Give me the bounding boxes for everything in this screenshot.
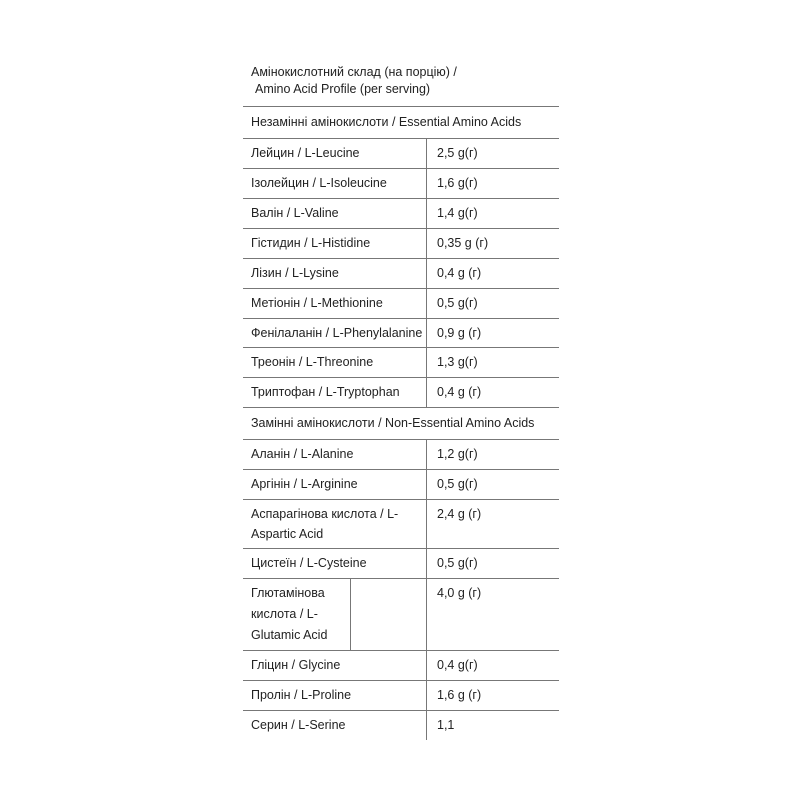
essential-section-header: Незамінні амінокислоти / Essential Amino Acids — [243, 107, 559, 139]
amino-value: 1,6 g(г) — [437, 176, 478, 190]
table-title — [243, 60, 559, 107]
amino-name: Треонін / L-Threonine — [243, 348, 427, 377]
amino-name: Метіонін / L-Methionine — [243, 289, 427, 318]
table-row — [243, 651, 559, 681]
amino-value: 4,0 g (г) — [437, 586, 482, 600]
amino-value: 0,4 g (г) — [437, 385, 482, 399]
amino-name: Пролін / L-Proline — [243, 681, 427, 710]
amino-name: Валін / L-Valine — [243, 199, 427, 228]
amino-value: 0,5 g(г) — [437, 556, 478, 570]
amino-name: Лейцин / L-Leucine — [243, 139, 427, 168]
amino-name-cell — [243, 579, 427, 650]
title-line-2: Amino Acid Profile (per serving) — [255, 82, 431, 96]
table-row — [243, 549, 559, 579]
amino-name: Гістидин / L-Histidine — [243, 229, 427, 258]
table-row — [243, 681, 559, 711]
table-row — [243, 711, 559, 740]
table-row — [243, 229, 559, 259]
table-row — [243, 169, 559, 199]
amino-name: Фенілаланін / L-Phenylalanine — [243, 319, 427, 347]
table-row — [243, 259, 559, 289]
table-row — [243, 378, 559, 408]
amino-name: Ізолейцин / L-Isoleucine — [243, 169, 427, 198]
amino-name: Аспарагінова кислота / L-Aspartic Acid — [243, 500, 427, 548]
amino-value: 1,1 — [437, 718, 455, 732]
table-row — [243, 319, 559, 348]
amino-value: 1,2 g(г) — [437, 447, 478, 461]
amino-value: 0,4 g (г) — [437, 266, 482, 280]
amino-value: 0,5 g(г) — [437, 296, 478, 310]
amino-value: 1,4 g(г) — [437, 206, 478, 220]
amino-name: Серин / L-Serine — [243, 711, 427, 740]
title-line-1: Амінокислотний склад (на порцію) / — [251, 65, 457, 79]
table-row — [243, 579, 559, 651]
table-row — [243, 289, 559, 319]
table-row — [243, 500, 559, 549]
amino-name: Цистеїн / L-Cysteine — [243, 549, 427, 578]
amino-value: 1,6 g (г) — [437, 688, 482, 702]
amino-value: 1,3 g(г) — [437, 355, 478, 369]
table-row — [243, 199, 559, 229]
amino-name: Аланін / L-Alanine — [243, 440, 427, 469]
amino-value: 0,5 g(г) — [437, 477, 478, 491]
amino-name: Лізин / L-Lysine — [243, 259, 427, 288]
nonessential-section-header: Замінні амінокислоти / Non-Essential Amino Acids — [243, 408, 559, 440]
table-row — [243, 348, 559, 378]
amino-name: Гліцин / Glycine — [243, 651, 427, 680]
amino-value: 2,4 g (г) — [437, 507, 482, 521]
amino-name: Аргінін / L-Arginine — [243, 470, 427, 499]
table-row — [243, 470, 559, 500]
amino-name: Триптофан / L-Tryptophan — [243, 378, 427, 407]
amino-name: Глютамінова кислота / L-Glutamic Acid — [243, 579, 351, 650]
amino-acid-table — [243, 60, 559, 740]
amino-value: 0,9 g (г) — [437, 326, 482, 340]
table-row — [243, 440, 559, 470]
amino-value: 0,35 g (г) — [437, 236, 489, 250]
table-row — [243, 139, 559, 169]
amino-value: 0,4 g(г) — [437, 658, 478, 672]
amino-value: 2,5 g(г) — [437, 146, 478, 160]
